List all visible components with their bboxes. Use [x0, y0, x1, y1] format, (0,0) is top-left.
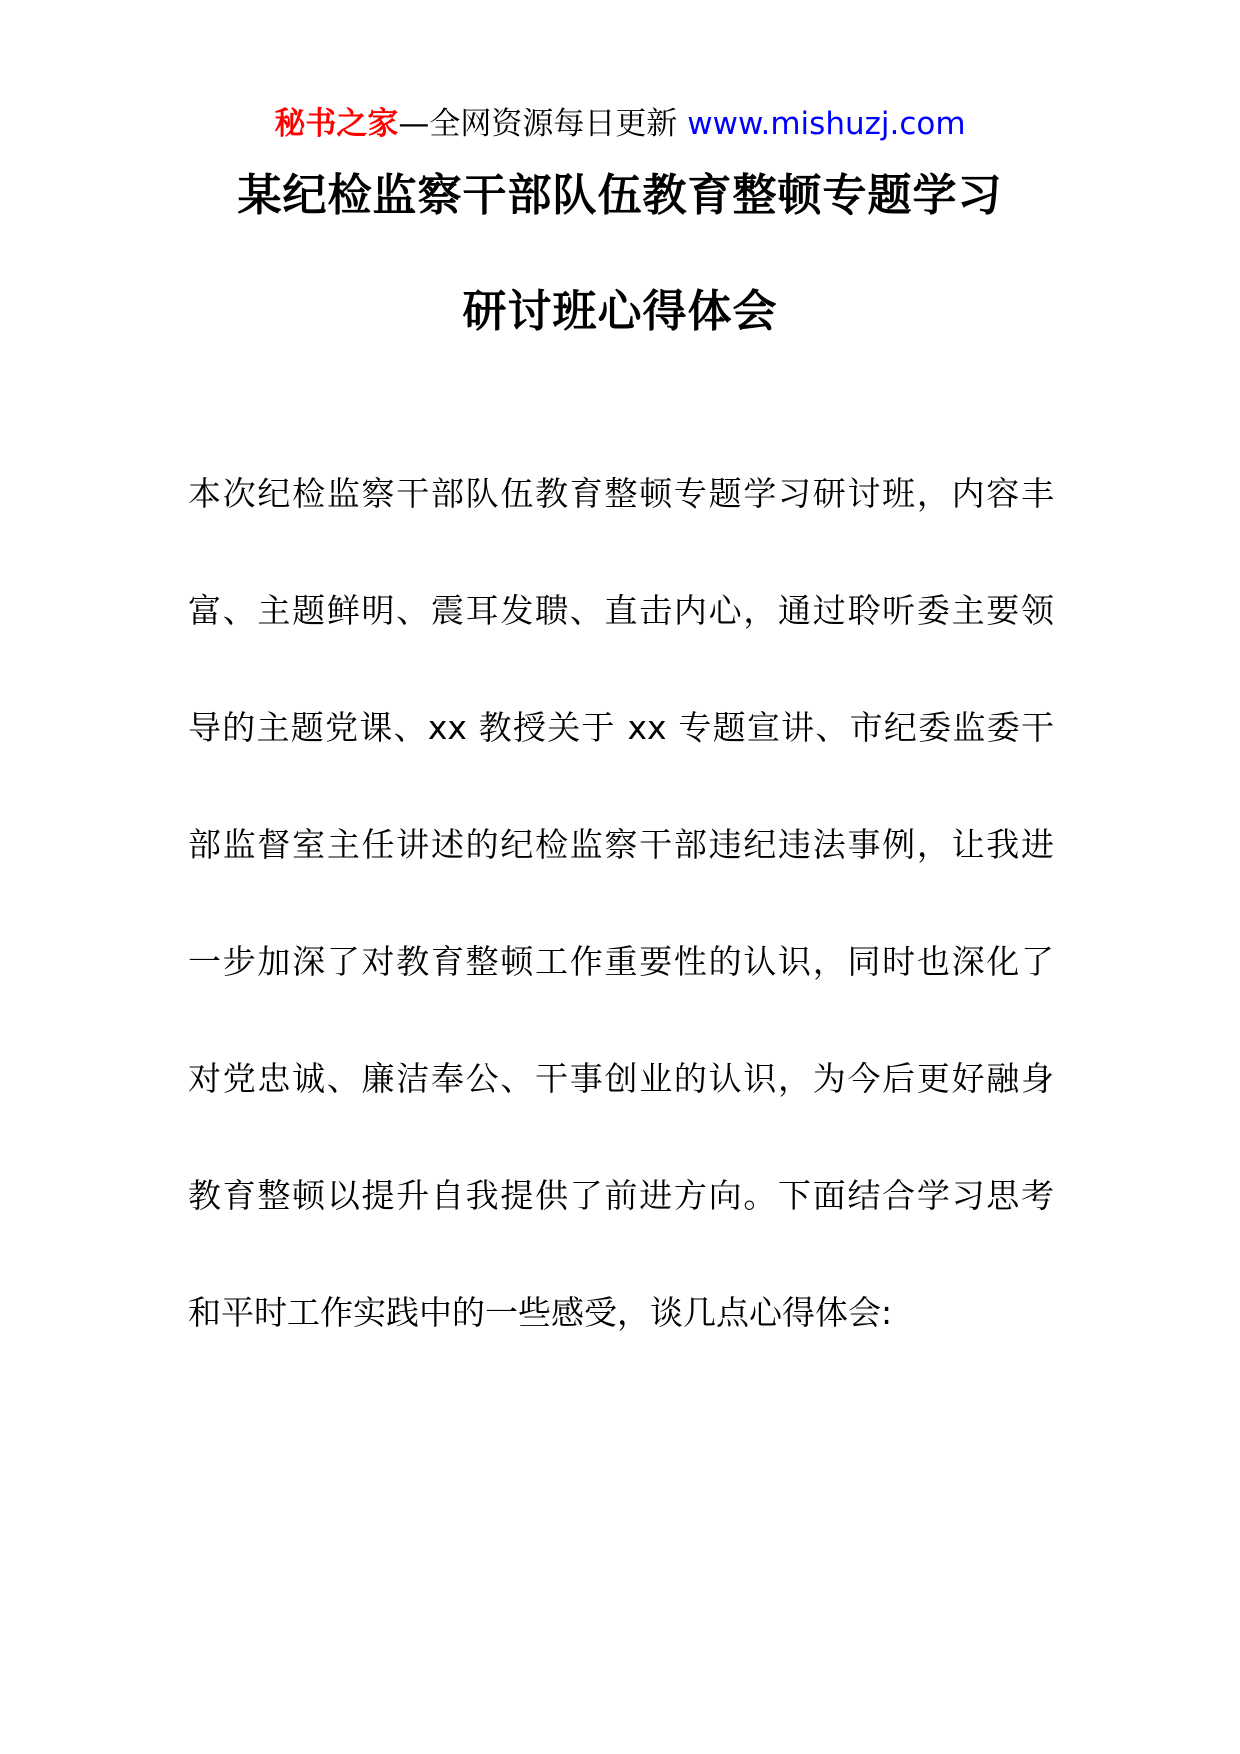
body-line-3: 导的主题党课、xx 教授关于 xx 专题宣讲、市纪委监委干	[188, 708, 1054, 747]
body-line-4: 部监督室主任讲述的纪检监察干部违纪违法事例，让我进	[188, 825, 1054, 864]
site-url-link[interactable]: www.mishuzj.com	[687, 106, 966, 142]
body-line-5: 一步加深了对教育整顿工作重要性的认识，同时也深化了	[188, 942, 1054, 981]
site-header	[0, 102, 1240, 146]
body-line-6: 对党忠诚、廉洁奉公、干事创业的认识，为今后更好融身	[188, 1059, 1054, 1098]
document-title-line-1: 某纪检监察干部队伍教育整顿专题学习	[237, 170, 1003, 221]
brand-name: 秘书之家	[274, 106, 399, 142]
body-line-7: 教育整顿以提升自我提供了前进方向。下面结合学习思考	[188, 1176, 1054, 1215]
document-title-line-2: 研讨班心得体会	[462, 286, 778, 337]
body-line-8: 和平时工作实践中的一些感受，谈几点心得体会:	[188, 1293, 893, 1332]
header-tagline: —全网资源每日更新	[398, 106, 688, 142]
body-line-2: 富、主题鲜明、震耳发聩、直击内心，通过聆听委主要领	[188, 591, 1054, 630]
body-line-1: 本次纪检监察干部队伍教育整顿专题学习研讨班，内容丰	[188, 474, 1054, 513]
